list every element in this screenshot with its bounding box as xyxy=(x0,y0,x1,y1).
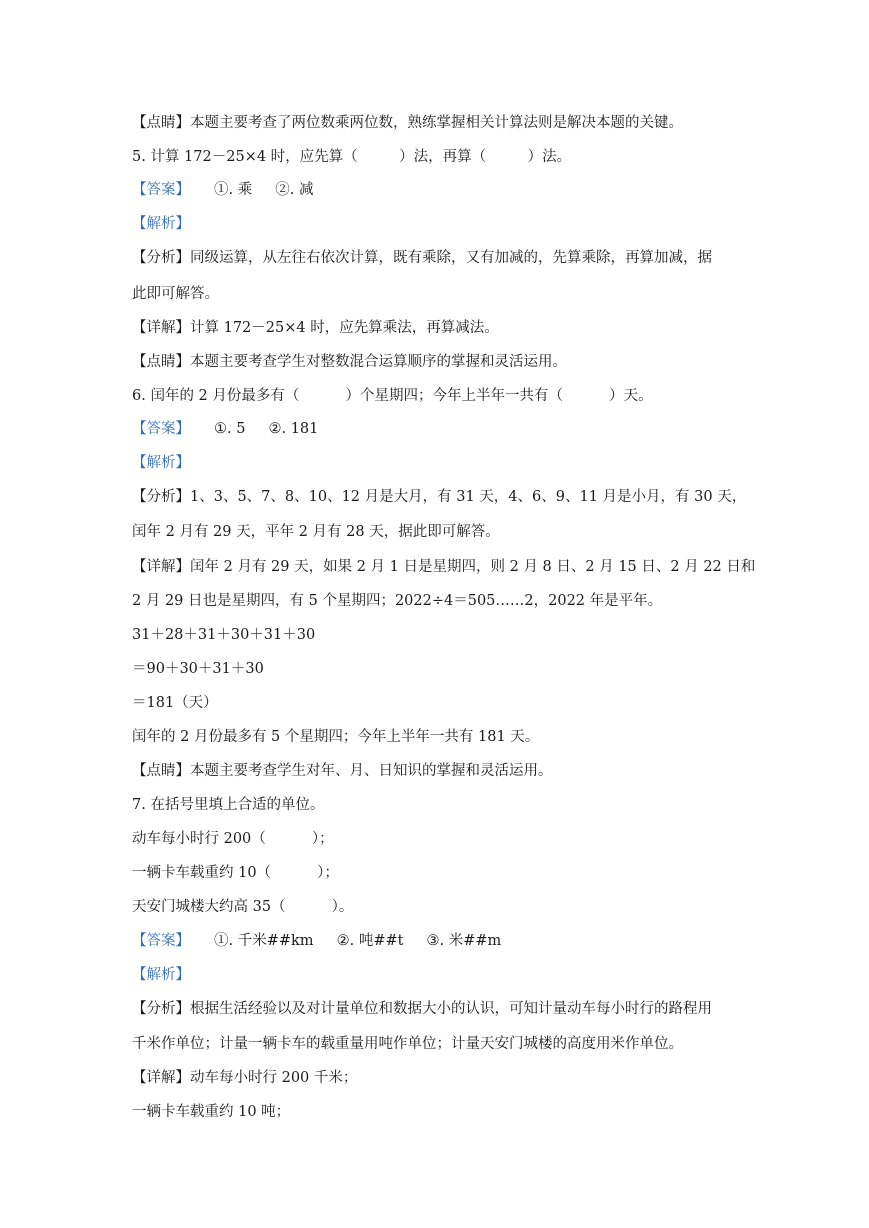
question-6: 6. 闰年的 2 月份最多有（ ）个星期四；今年上半年一共有（ ）天。 xyxy=(132,388,653,404)
question-5: 5. 计算 172－25×4 时，应先算（ ）法，再算（ ）法。 xyxy=(132,149,572,165)
detail-7-line1: 【详解】动车每小时行 200 千米； xyxy=(132,1070,358,1086)
question-7: 7. 在括号里填上合适的单位。 xyxy=(132,797,325,813)
question-7-item2: 一辆卡车载重约 10（ ）； xyxy=(132,865,339,881)
analysis-7-line2: 千米作单位；计量一辆卡车的载重量用吨作单位；计量天安门城楼的高度用米作单位。 xyxy=(132,1036,683,1052)
point-note-5: 【点睛】本题主要考查学生对整数混合运算顺序的掌握和灵活运用。 xyxy=(132,354,567,370)
point-note-6: 【点睛】本题主要考查学生对年、月、日知识的掌握和灵活运用。 xyxy=(132,763,553,779)
analysis-label: 【解析】 xyxy=(132,967,190,983)
analysis-6-line1: 【分析】1、3、5、7、8、10、12 月是大月，有 31 天，4、6、9、11 月是小月，有 30 天， xyxy=(132,489,747,505)
answer-6 xyxy=(132,419,318,439)
analysis-label: 【解析】 xyxy=(132,216,190,232)
answer-body: ①. 千米##km ②. 吨##t ③. 米##m xyxy=(214,933,502,949)
calc-line2: ＝90＋30＋31＋30 xyxy=(132,661,264,677)
answer-body: ①. 5 ②. 181 xyxy=(214,421,319,437)
analysis-7-line1: 【分析】根据生活经验以及对计量单位和数据大小的认识，可知计量动车每小时行的路程用 xyxy=(132,1001,712,1017)
answer-label: 【答案】 xyxy=(132,182,190,198)
detail-7-line2: 一辆卡车载重约 10 吨； xyxy=(132,1104,291,1120)
analysis-5-line1: 【分析】同级运算，从左往右依次计算，既有乘除，又有加减的，先算乘除，再算加减，据 xyxy=(132,250,712,266)
answer-5 xyxy=(132,180,313,200)
detail-6-line1: 【详解】闰年 2 月有 29 天，如果 2 月 1 日是星期四，则 2 月 8 日、2 月 15 日、2 月 22 日和 xyxy=(132,559,756,575)
answer-label: 【答案】 xyxy=(132,933,190,949)
calc-line1: 31＋28＋31＋30＋31＋30 xyxy=(132,627,316,643)
detail-5: 【详解】计算 172－25×4 时，应先算乘法，再算减法。 xyxy=(132,320,499,336)
answer-body: ①. 乘 ②. 减 xyxy=(214,182,314,198)
answer-label: 【答案】 xyxy=(132,421,190,437)
detail-6-line2: 2 月 29 日也是星期四，有 5 个星期四；2022÷4＝505……2，2022 年是平年。 xyxy=(132,593,663,609)
calc-line3: ＝181（天） xyxy=(132,695,218,711)
question-7-item1: 动车每小时行 200（ ）； xyxy=(132,831,334,847)
analysis-5-line2: 此即可解答。 xyxy=(132,286,219,302)
question-7-item3: 天安门城楼大约高 35（ ）。 xyxy=(132,899,354,915)
detail-6-conclusion: 闰年的 2 月份最多有 5 个星期四；今年上半年一共有 181 天。 xyxy=(132,729,540,745)
analysis-6-line2: 闰年 2 月有 29 天，平年 2 月有 28 天，据此即可解答。 xyxy=(132,524,500,540)
answer-7 xyxy=(132,931,501,951)
analysis-label: 【解析】 xyxy=(132,455,190,471)
point-note-4: 【点睛】本题主要考查了两位数乘两位数，熟练掌握相关计算法则是解决本题的关键。 xyxy=(132,115,683,131)
